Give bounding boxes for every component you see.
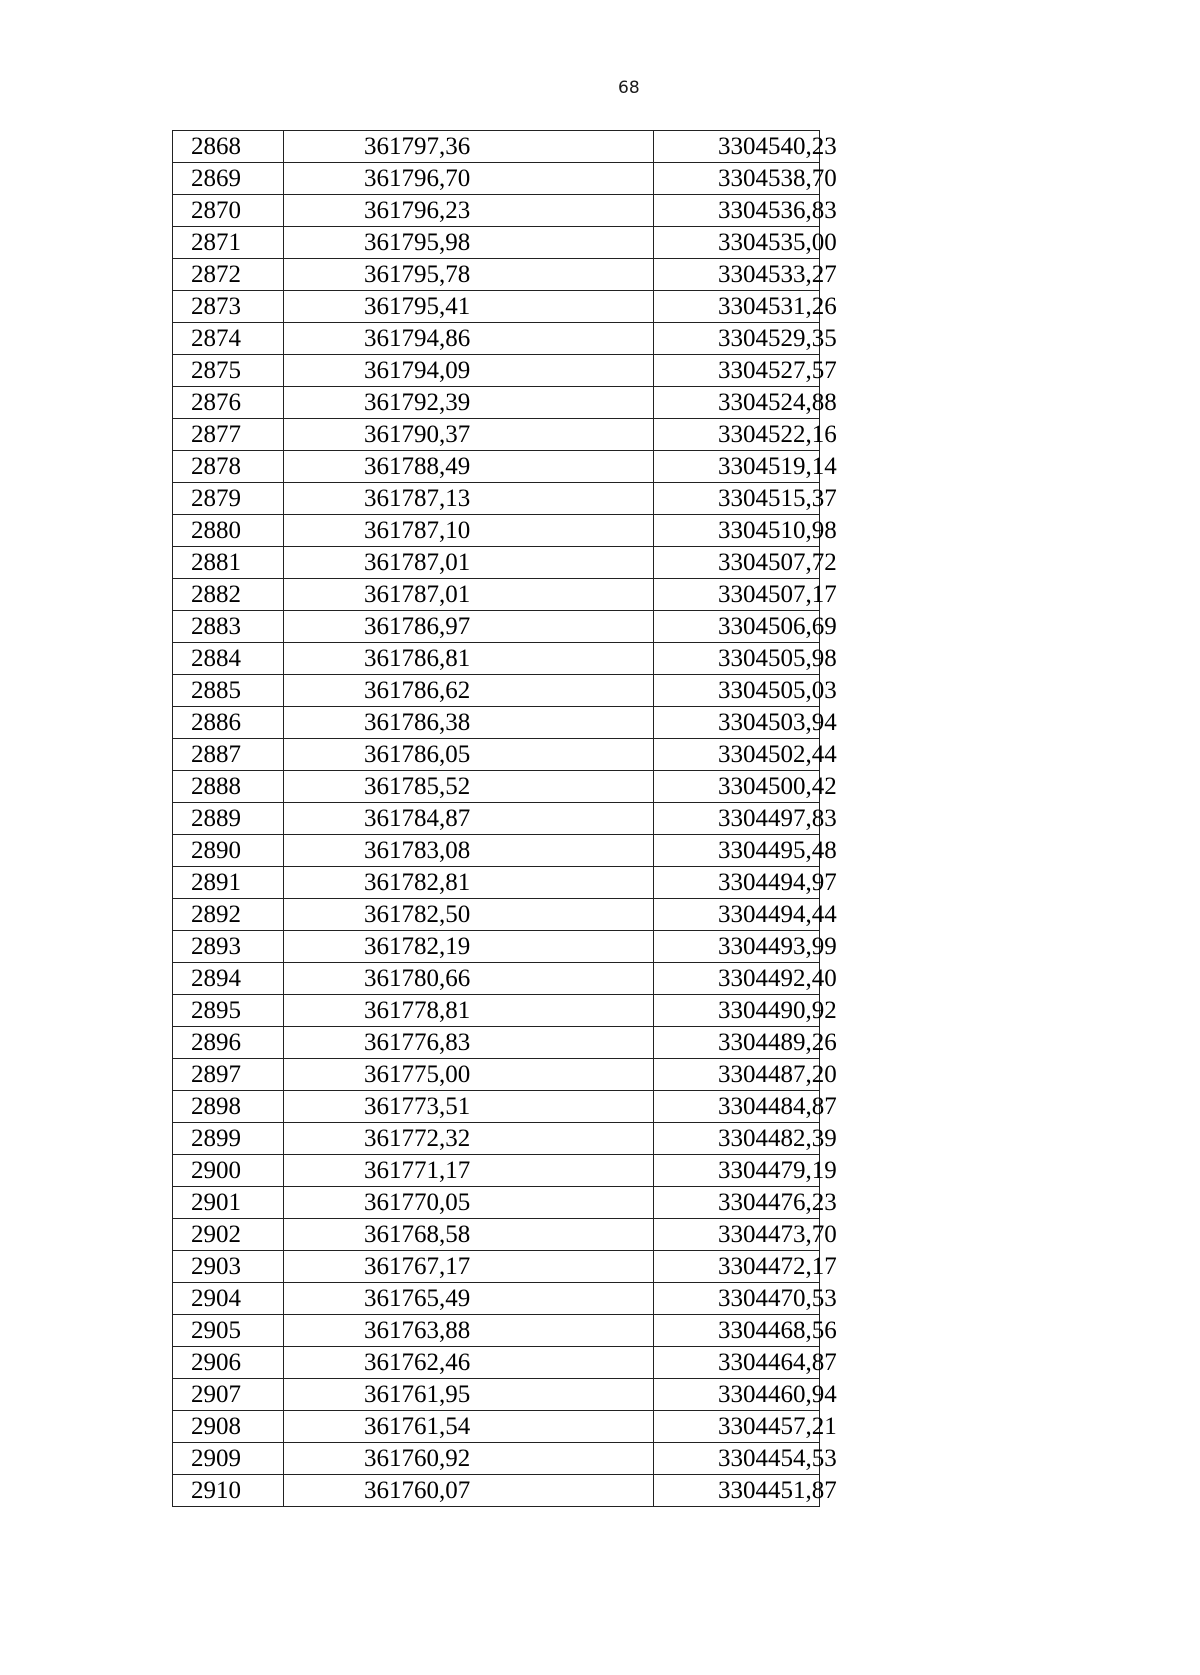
y-coordinate-cell: 3304529,35 (654, 323, 820, 355)
y-coordinate-cell: 3304515,37 (654, 483, 820, 515)
table-row (173, 963, 820, 995)
table-row (173, 931, 820, 963)
x-coordinate-cell: 361778,81 (284, 995, 654, 1027)
point-number-cell: 2875 (173, 355, 284, 387)
coordinates-table (172, 130, 837, 1507)
x-coordinate-cell: 361763,88 (284, 1315, 654, 1347)
table-row (173, 547, 820, 579)
point-number-cell: 2890 (173, 835, 284, 867)
point-number-cell: 2905 (173, 1315, 284, 1347)
table-row (173, 899, 820, 931)
y-coordinate-cell: 3304497,83 (654, 803, 820, 835)
x-coordinate-cell: 361795,98 (284, 227, 654, 259)
x-coordinate-cell: 361786,38 (284, 707, 654, 739)
point-number-cell: 2872 (173, 259, 284, 291)
point-number-cell: 2871 (173, 227, 284, 259)
x-coordinate-cell: 361795,41 (284, 291, 654, 323)
y-coordinate-cell: 3304482,39 (654, 1123, 820, 1155)
table-row (173, 1123, 820, 1155)
x-coordinate-cell: 361782,19 (284, 931, 654, 963)
y-coordinate-cell: 3304457,21 (654, 1411, 820, 1443)
table-row (173, 1379, 820, 1411)
point-number-cell: 2877 (173, 419, 284, 451)
x-coordinate-cell: 361761,54 (284, 1411, 654, 1443)
y-coordinate-cell: 3304495,48 (654, 835, 820, 867)
table-row (173, 1155, 820, 1187)
point-number-cell: 2878 (173, 451, 284, 483)
y-coordinate-cell: 3304522,16 (654, 419, 820, 451)
table-row (173, 579, 820, 611)
y-coordinate-cell: 3304468,56 (654, 1315, 820, 1347)
x-coordinate-cell: 361780,66 (284, 963, 654, 995)
point-number-cell: 2887 (173, 739, 284, 771)
point-number-cell: 2869 (173, 163, 284, 195)
table-row (173, 451, 820, 483)
coordinates-table-body (173, 131, 837, 1507)
y-coordinate-cell: 3304531,26 (654, 291, 820, 323)
table-row (173, 771, 820, 803)
y-coordinate-cell: 3304527,57 (654, 355, 820, 387)
y-coordinate-cell: 3304524,88 (654, 387, 820, 419)
page-number: 68 (618, 78, 640, 98)
point-number-cell: 2895 (173, 995, 284, 1027)
table-row (173, 1027, 820, 1059)
y-coordinate-cell: 3304454,53 (654, 1443, 820, 1475)
x-coordinate-cell: 361794,09 (284, 355, 654, 387)
table-row (173, 995, 820, 1027)
y-coordinate-cell: 3304510,98 (654, 515, 820, 547)
x-coordinate-cell: 361770,05 (284, 1187, 654, 1219)
y-coordinate-cell: 3304503,94 (654, 707, 820, 739)
x-coordinate-cell: 361786,05 (284, 739, 654, 771)
table-row (173, 515, 820, 547)
x-coordinate-cell: 361787,01 (284, 579, 654, 611)
point-number-cell: 2889 (173, 803, 284, 835)
y-coordinate-cell: 3304473,70 (654, 1219, 820, 1251)
table-row (173, 483, 820, 515)
point-number-cell: 2907 (173, 1379, 284, 1411)
x-coordinate-cell: 361762,46 (284, 1347, 654, 1379)
table-row (173, 1059, 820, 1091)
point-number-cell: 2896 (173, 1027, 284, 1059)
x-coordinate-cell: 361792,39 (284, 387, 654, 419)
point-number-cell: 2886 (173, 707, 284, 739)
point-number-cell: 2884 (173, 643, 284, 675)
x-coordinate-cell: 361790,37 (284, 419, 654, 451)
point-number-cell: 2892 (173, 899, 284, 931)
x-coordinate-cell: 361784,87 (284, 803, 654, 835)
table-row (173, 1443, 820, 1475)
x-coordinate-cell: 361788,49 (284, 451, 654, 483)
point-number-cell: 2893 (173, 931, 284, 963)
table-row (173, 387, 820, 419)
table-row (173, 1315, 820, 1347)
y-coordinate-cell: 3304470,53 (654, 1283, 820, 1315)
point-number-cell: 2897 (173, 1059, 284, 1091)
table-row (173, 163, 820, 195)
x-coordinate-cell: 361796,70 (284, 163, 654, 195)
point-number-cell: 2901 (173, 1187, 284, 1219)
y-coordinate-cell: 3304505,98 (654, 643, 820, 675)
table-row (173, 803, 820, 835)
y-coordinate-cell: 3304464,87 (654, 1347, 820, 1379)
x-coordinate-cell: 361787,10 (284, 515, 654, 547)
x-coordinate-cell: 361760,92 (284, 1443, 654, 1475)
x-coordinate-cell: 361797,36 (284, 131, 654, 163)
point-number-cell: 2879 (173, 483, 284, 515)
point-number-cell: 2873 (173, 291, 284, 323)
table-row (173, 1187, 820, 1219)
point-number-cell: 2870 (173, 195, 284, 227)
table-row (173, 611, 820, 643)
table-row (173, 643, 820, 675)
point-number-cell: 2868 (173, 131, 284, 163)
y-coordinate-cell: 3304507,17 (654, 579, 820, 611)
point-number-cell: 2909 (173, 1443, 284, 1475)
y-coordinate-cell: 3304451,87 (654, 1475, 820, 1507)
y-coordinate-cell: 3304492,40 (654, 963, 820, 995)
point-number-cell: 2900 (173, 1155, 284, 1187)
x-coordinate-cell: 361776,83 (284, 1027, 654, 1059)
x-coordinate-cell: 361761,95 (284, 1379, 654, 1411)
x-coordinate-cell: 361787,01 (284, 547, 654, 579)
y-coordinate-cell: 3304505,03 (654, 675, 820, 707)
point-number-cell: 2888 (173, 771, 284, 803)
x-coordinate-cell: 361795,78 (284, 259, 654, 291)
point-number-cell: 2876 (173, 387, 284, 419)
x-coordinate-cell: 361765,49 (284, 1283, 654, 1315)
y-coordinate-cell: 3304487,20 (654, 1059, 820, 1091)
x-coordinate-cell: 361785,52 (284, 771, 654, 803)
table-row (173, 867, 820, 899)
table-row (173, 259, 820, 291)
y-coordinate-cell: 3304535,00 (654, 227, 820, 259)
point-number-cell: 2898 (173, 1091, 284, 1123)
y-coordinate-cell: 3304460,94 (654, 1379, 820, 1411)
table-row (173, 835, 820, 867)
x-coordinate-cell: 361760,07 (284, 1475, 654, 1507)
point-number-cell: 2908 (173, 1411, 284, 1443)
table-row (173, 675, 820, 707)
table-row (173, 1283, 820, 1315)
x-coordinate-cell: 361794,86 (284, 323, 654, 355)
x-coordinate-cell: 361782,50 (284, 899, 654, 931)
table-row (173, 1219, 820, 1251)
point-number-cell: 2906 (173, 1347, 284, 1379)
table-row (173, 195, 820, 227)
x-coordinate-cell: 361786,62 (284, 675, 654, 707)
y-coordinate-cell: 3304540,23 (654, 131, 820, 163)
table-row (173, 131, 820, 163)
point-number-cell: 2899 (173, 1123, 284, 1155)
x-coordinate-cell: 361783,08 (284, 835, 654, 867)
table-row (173, 1091, 820, 1123)
x-coordinate-cell: 361775,00 (284, 1059, 654, 1091)
table-row (173, 1347, 820, 1379)
table-row (173, 419, 820, 451)
x-coordinate-cell: 361773,51 (284, 1091, 654, 1123)
table-row (173, 227, 820, 259)
point-number-cell: 2880 (173, 515, 284, 547)
y-coordinate-cell: 3304472,17 (654, 1251, 820, 1283)
table-row (173, 1411, 820, 1443)
table-row (173, 739, 820, 771)
y-coordinate-cell: 3304476,23 (654, 1187, 820, 1219)
table-row (173, 323, 820, 355)
y-coordinate-cell: 3304500,42 (654, 771, 820, 803)
point-number-cell: 2904 (173, 1283, 284, 1315)
point-number-cell: 2883 (173, 611, 284, 643)
table-row (173, 1251, 820, 1283)
point-number-cell: 2885 (173, 675, 284, 707)
point-number-cell: 2894 (173, 963, 284, 995)
x-coordinate-cell: 361767,17 (284, 1251, 654, 1283)
x-coordinate-cell: 361786,81 (284, 643, 654, 675)
x-coordinate-cell: 361772,32 (284, 1123, 654, 1155)
point-number-cell: 2903 (173, 1251, 284, 1283)
y-coordinate-cell: 3304494,97 (654, 867, 820, 899)
table-row (173, 1475, 820, 1507)
y-coordinate-cell: 3304490,92 (654, 995, 820, 1027)
point-number-cell: 2881 (173, 547, 284, 579)
table-row (173, 291, 820, 323)
point-number-cell: 2891 (173, 867, 284, 899)
point-number-cell: 2874 (173, 323, 284, 355)
y-coordinate-cell: 3304538,70 (654, 163, 820, 195)
point-number-cell: 2910 (173, 1475, 284, 1507)
table-row (173, 355, 820, 387)
y-coordinate-cell: 3304507,72 (654, 547, 820, 579)
x-coordinate-cell: 361768,58 (284, 1219, 654, 1251)
y-coordinate-cell: 3304533,27 (654, 259, 820, 291)
point-number-cell: 2882 (173, 579, 284, 611)
y-coordinate-cell: 3304479,19 (654, 1155, 820, 1187)
y-coordinate-cell: 3304519,14 (654, 451, 820, 483)
x-coordinate-cell: 361786,97 (284, 611, 654, 643)
y-coordinate-cell: 3304506,69 (654, 611, 820, 643)
x-coordinate-cell: 361796,23 (284, 195, 654, 227)
x-coordinate-cell: 361782,81 (284, 867, 654, 899)
y-coordinate-cell: 3304502,44 (654, 739, 820, 771)
point-number-cell: 2902 (173, 1219, 284, 1251)
y-coordinate-cell: 3304493,99 (654, 931, 820, 963)
y-coordinate-cell: 3304489,26 (654, 1027, 820, 1059)
x-coordinate-cell: 361787,13 (284, 483, 654, 515)
y-coordinate-cell: 3304494,44 (654, 899, 820, 931)
table-row (173, 707, 820, 739)
y-coordinate-cell: 3304536,83 (654, 195, 820, 227)
y-coordinate-cell: 3304484,87 (654, 1091, 820, 1123)
x-coordinate-cell: 361771,17 (284, 1155, 654, 1187)
